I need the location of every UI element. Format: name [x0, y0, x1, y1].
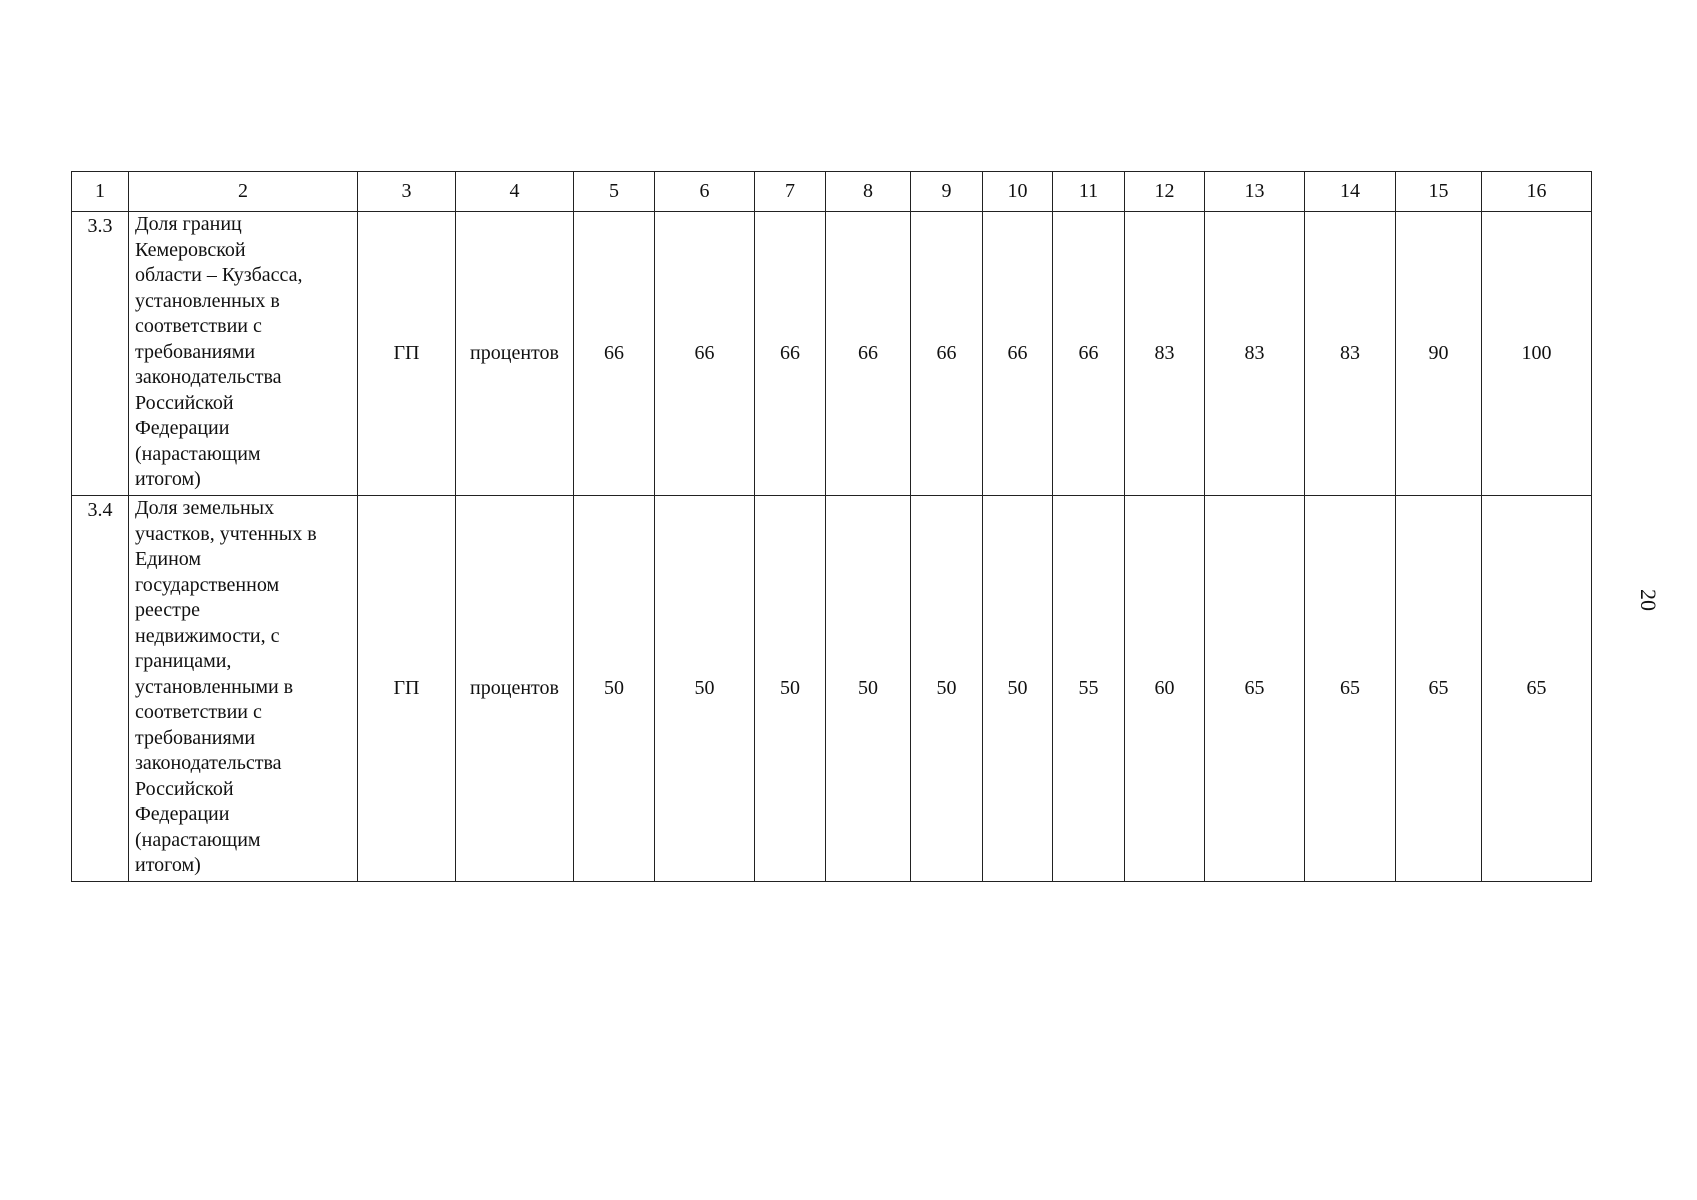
- header-cell: 5: [574, 172, 655, 212]
- header-cell: 3: [358, 172, 456, 212]
- header-cell: 8: [826, 172, 911, 212]
- value-cell: 50: [911, 496, 983, 882]
- value-cell: 50: [755, 496, 826, 882]
- value-cell: 90: [1396, 212, 1482, 496]
- header-cell: 10: [983, 172, 1053, 212]
- value-cell: 66: [826, 212, 911, 496]
- value-cell: 66: [755, 212, 826, 496]
- header-cell: 16: [1482, 172, 1592, 212]
- value-cell: 50: [574, 496, 655, 882]
- indicator-name: Доля границ Кемеровской области – Кузбасса, установленных в соответствии с требованиями законодательства Российской Федерации (нарастающим итогом): [129, 212, 358, 496]
- table-row: [72, 496, 1592, 882]
- value-cell: 66: [911, 212, 983, 496]
- source-cell: ГП: [358, 496, 456, 882]
- value-cell: 65: [1396, 496, 1482, 882]
- header-cell: 11: [1053, 172, 1125, 212]
- value-cell: 66: [655, 212, 755, 496]
- header-cell: 1: [72, 172, 129, 212]
- header-cell: 2: [129, 172, 358, 212]
- value-cell: 66: [983, 212, 1053, 496]
- page-number: 20: [1636, 589, 1661, 611]
- row-number: 3.3: [72, 212, 129, 496]
- table-row: [72, 212, 1592, 496]
- header-cell: 9: [911, 172, 983, 212]
- value-cell: 65: [1205, 496, 1305, 882]
- value-cell: 83: [1125, 212, 1205, 496]
- value-cell: 65: [1482, 496, 1592, 882]
- value-cell: 83: [1205, 212, 1305, 496]
- value-cell: 60: [1125, 496, 1205, 882]
- header-cell: 15: [1396, 172, 1482, 212]
- source-cell: ГП: [358, 212, 456, 496]
- value-cell: 66: [574, 212, 655, 496]
- unit-cell: процентов: [456, 212, 574, 496]
- header-cell: 14: [1305, 172, 1396, 212]
- value-cell: 50: [655, 496, 755, 882]
- value-cell: 50: [983, 496, 1053, 882]
- value-cell: 83: [1305, 212, 1396, 496]
- value-cell: 65: [1305, 496, 1396, 882]
- header-cell: 4: [456, 172, 574, 212]
- value-cell: 55: [1053, 496, 1125, 882]
- header-cell: 13: [1205, 172, 1305, 212]
- indicator-name: Доля земельных участков, учтенных в Едином государственном реестре недвижимости, с границами, установленными в соответствии с требованиями законодательства Российской Федерации (нарастающим итогом): [129, 496, 358, 882]
- row-number: 3.4: [72, 496, 129, 882]
- header-cell: 12: [1125, 172, 1205, 212]
- table-header-row: [72, 172, 1592, 212]
- header-cell: 6: [655, 172, 755, 212]
- header-cell: 7: [755, 172, 826, 212]
- value-cell: 100: [1482, 212, 1592, 496]
- value-cell: 66: [1053, 212, 1125, 496]
- indicators-table: [71, 171, 1592, 882]
- unit-cell: процентов: [456, 496, 574, 882]
- value-cell: 50: [826, 496, 911, 882]
